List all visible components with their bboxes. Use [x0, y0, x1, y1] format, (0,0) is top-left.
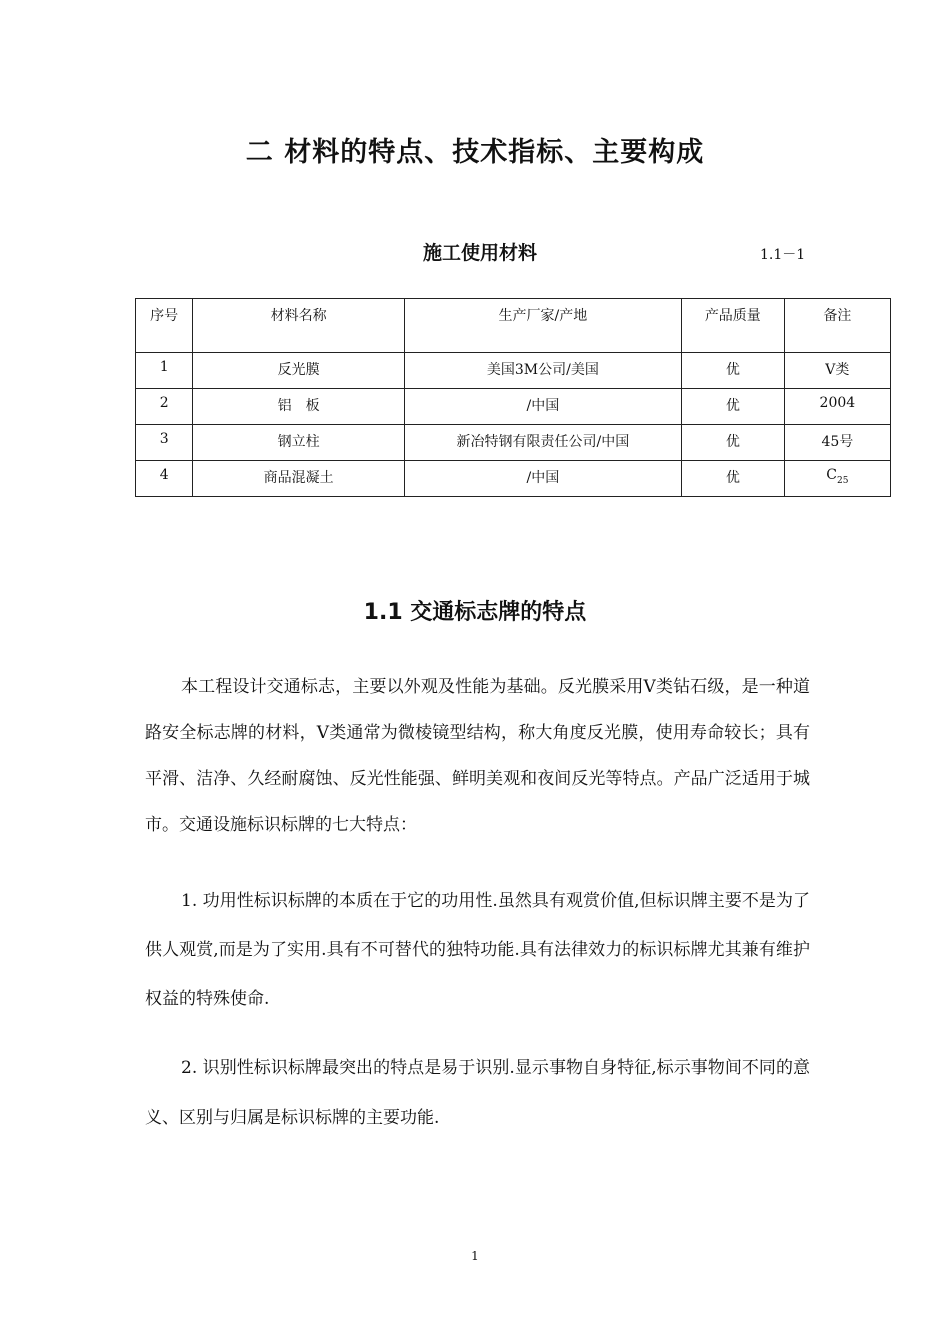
cell-note: 2004	[784, 389, 890, 425]
cell-note: V类	[784, 353, 890, 389]
cell-manufacturer: /中国	[404, 461, 681, 497]
cell-material-name: 钢立柱	[193, 425, 405, 461]
cell-seq: 3	[136, 425, 193, 461]
table-row	[136, 461, 891, 497]
cell-material-name: 商品混凝土	[193, 461, 405, 497]
section-heading: 1.1 交通标志牌的特点	[363, 600, 587, 625]
cell-material-name: 铝 板	[193, 389, 405, 425]
table-row	[136, 353, 891, 389]
page-title: 二 材料的特点、技术指标、主要构成	[245, 137, 705, 168]
cell-seq: 4	[136, 461, 193, 497]
cell-quality: 优	[681, 389, 784, 425]
header-note: 备注	[784, 299, 890, 353]
cell-quality: 优	[681, 461, 784, 497]
body-paragraph: 2. 识别性标识标牌最突出的特点是易于识别.显示事物自身特征,标示事物间不同的意义、区别与归属是标识标牌的主要功能.	[145, 1058, 810, 1128]
table-number: 1.1－1	[760, 247, 806, 263]
table-row	[136, 425, 891, 461]
cell-note	[784, 461, 890, 497]
page-number: 1	[471, 1249, 479, 1263]
table-header-row	[136, 299, 891, 353]
table-caption: 施工使用材料	[422, 242, 537, 264]
body-paragraph: 本工程设计交通标志，主要以外观及性能为基础。反光膜采用V类钻石级，是一种道路安全标志牌的材料，V类通常为微棱镜型结构，称大角度反光膜，使用寿命较长；具有平滑、洁净、久经耐腐蚀、反光性能强、鲜明美观和夜间反光等特点。产品广泛适用于城市。交通设施标识标牌的七大特点：	[145, 677, 810, 835]
header-manufacturer: 生产厂家/产地	[404, 299, 681, 353]
materials-table	[135, 298, 891, 497]
cell-manufacturer: 美国3M公司/美国	[404, 353, 681, 389]
table-row	[136, 389, 891, 425]
cell-quality: 优	[681, 425, 784, 461]
header-material-name: 材料名称	[193, 299, 405, 353]
cell-seq: 2	[136, 389, 193, 425]
cell-quality: 优	[681, 353, 784, 389]
header-quality: 产品质量	[681, 299, 784, 353]
cell-manufacturer: 新冶特钢有限责任公司/中国	[404, 425, 681, 461]
cell-material-name: 反光膜	[193, 353, 405, 389]
cell-manufacturer: /中国	[404, 389, 681, 425]
body-paragraph: 1. 功用性标识标牌的本质在于它的功用性.虽然具有观赏价值,但标识牌主要不是为了供人观赏,而是为了实用.具有不可替代的独特功能.具有法律效力的标识标牌尤其兼有维护权益的特殊使命.	[145, 891, 810, 1009]
note-subscript: 25	[837, 475, 849, 486]
note-main-text: C	[826, 467, 837, 483]
header-seq: 序号	[136, 299, 193, 353]
cell-seq: 1	[136, 353, 193, 389]
cell-note: 45号	[784, 425, 890, 461]
